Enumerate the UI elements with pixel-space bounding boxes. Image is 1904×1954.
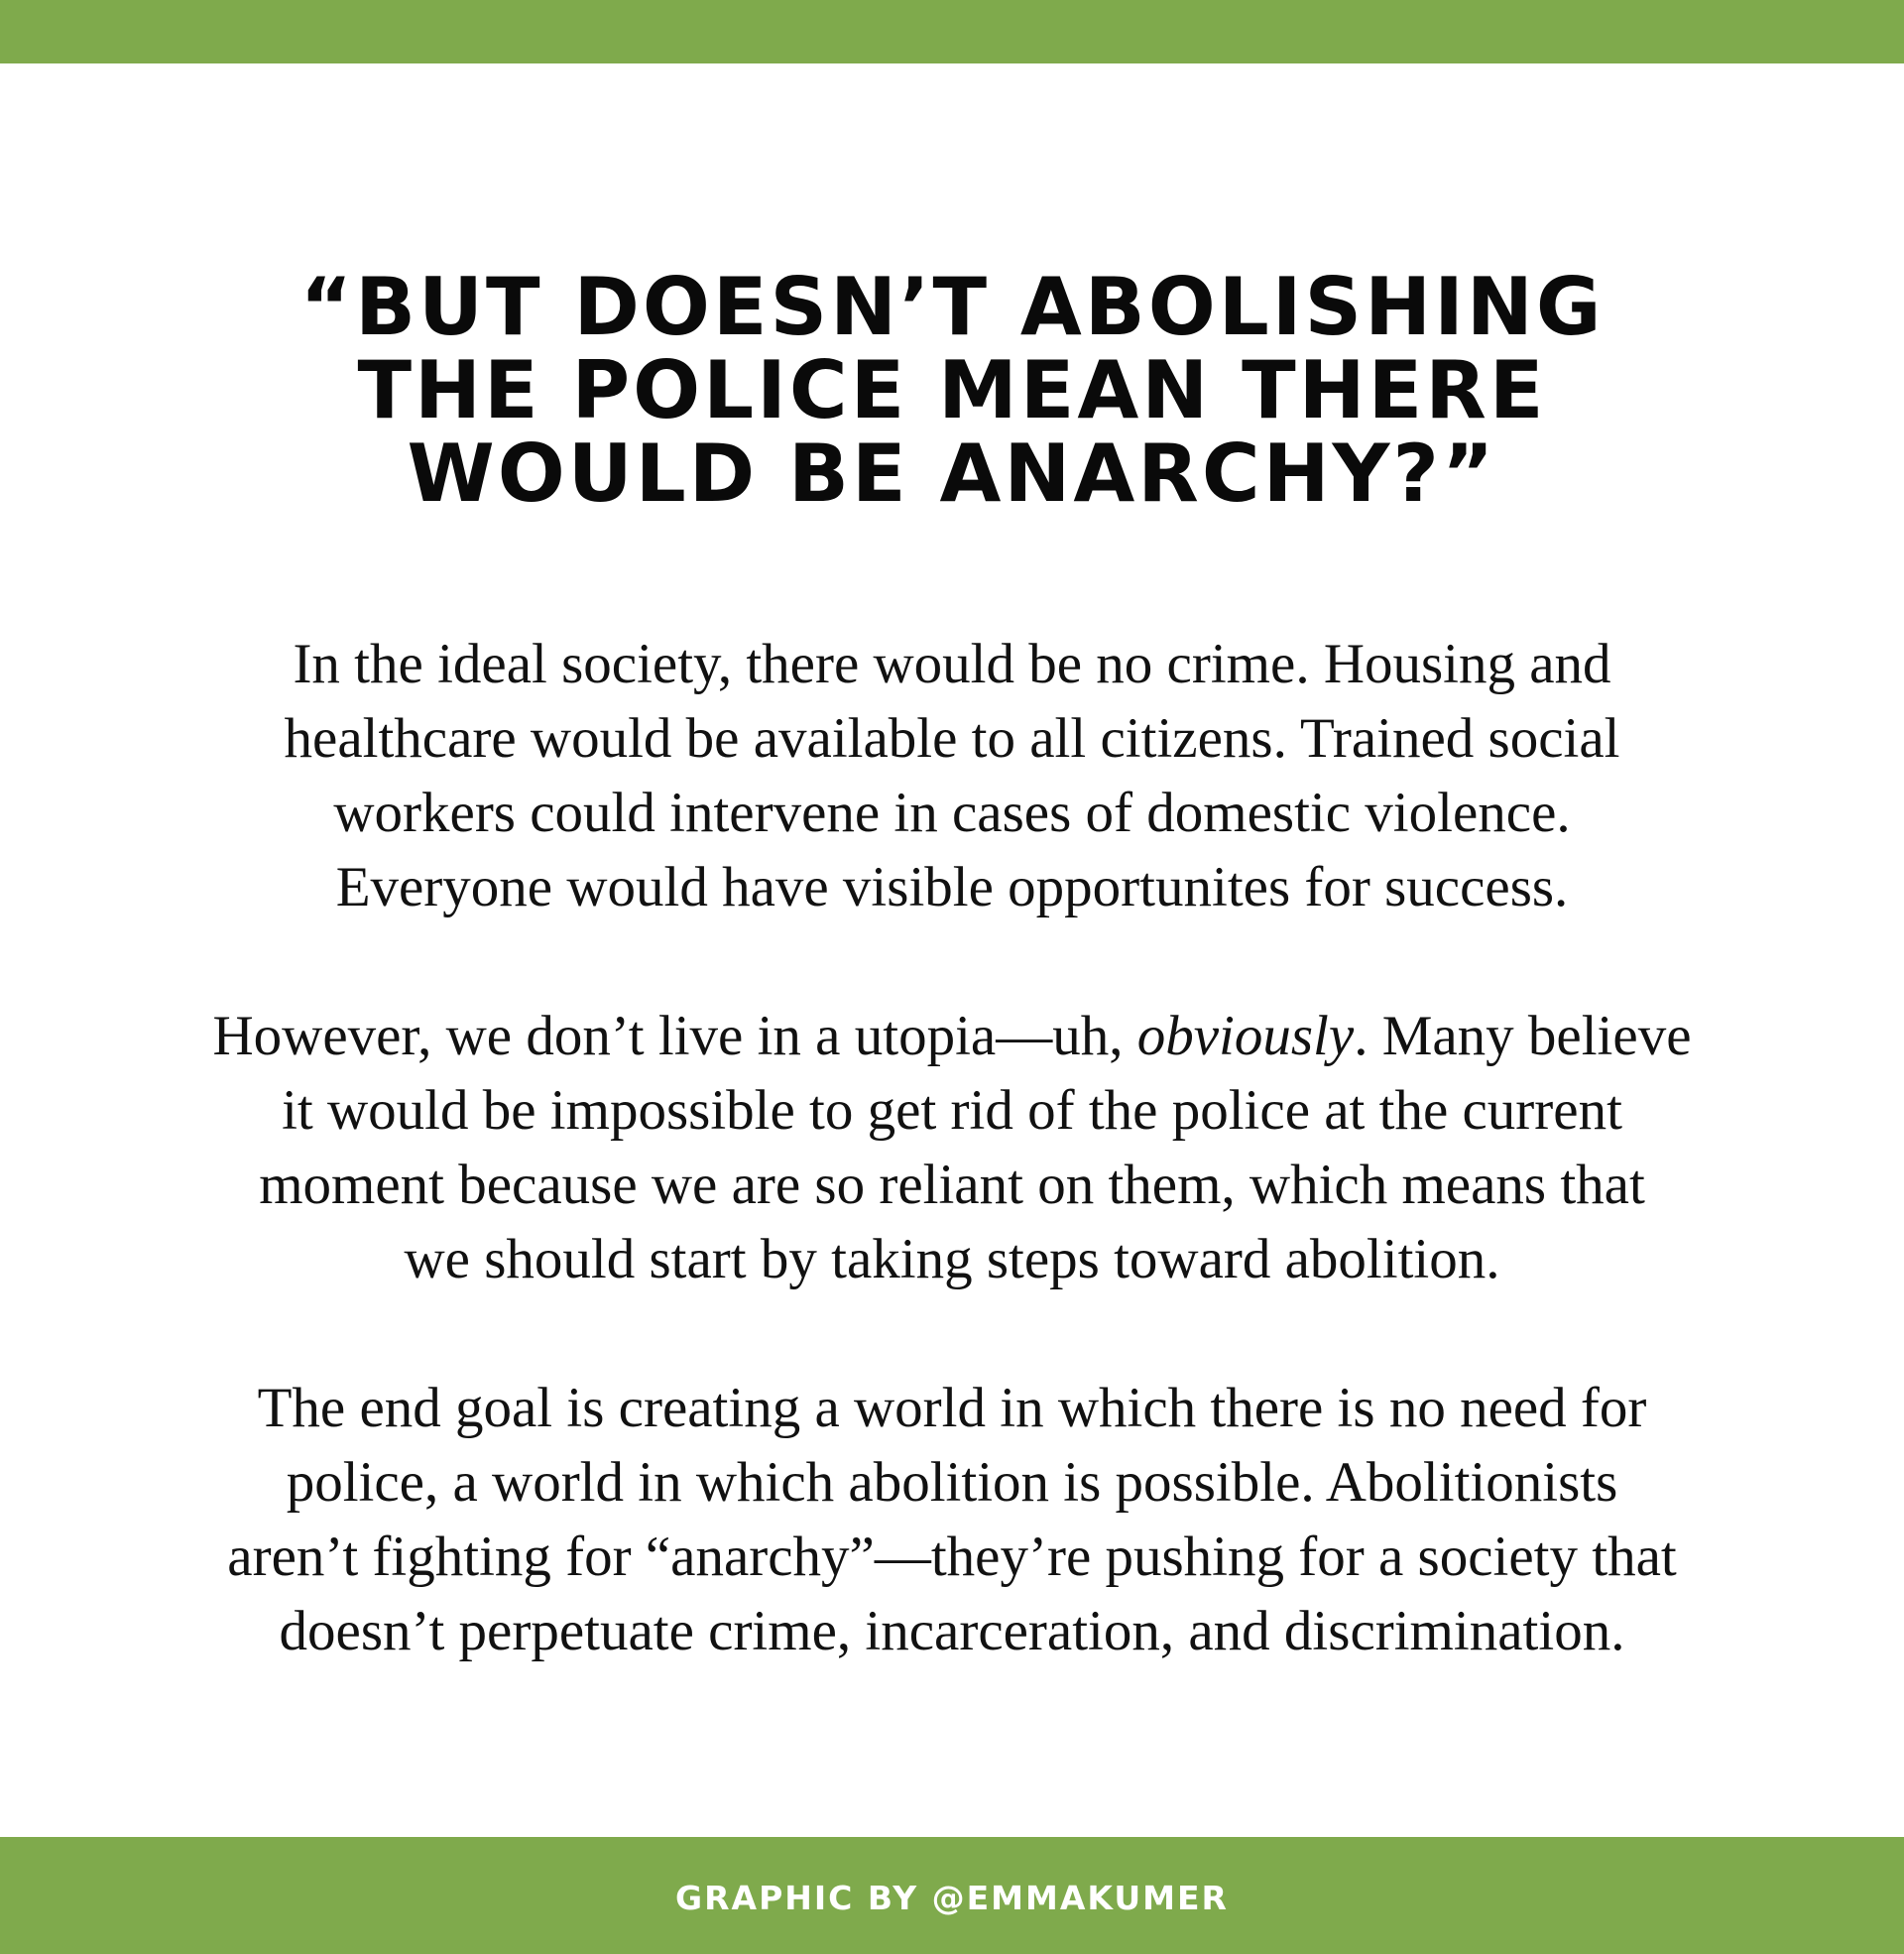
- top-accent-bar: [0, 0, 1904, 63]
- paragraph-line: Everyone would have visible opportunites for success.: [335, 856, 1569, 918]
- paragraph-line: [119, 999, 1785, 1073]
- paragraph-line: police, a world in which abolition is possible. Abolitionists: [286, 1451, 1618, 1514]
- footer-bar: [0, 1837, 1904, 1954]
- paragraph-ideal-society: [119, 627, 1785, 924]
- line-text: However, we don’t live in a utopia—uh,: [212, 1005, 1137, 1067]
- paragraph-line: healthcare would be available to all citizens. Trained social: [284, 707, 1620, 770]
- graphic-credit: GRAPHIC BY @EMMAKUMER: [675, 1879, 1229, 1917]
- paragraph-utopia: [119, 999, 1785, 1296]
- paragraph-line: it would be impossible to get rid of the police at the current: [282, 1079, 1622, 1142]
- headline: [159, 261, 1745, 520]
- paragraph-end-goal: [119, 1371, 1785, 1668]
- headline-line: THE POLICE MEAN THERE: [357, 344, 1547, 436]
- paragraph-line: In the ideal society, there would be no crime. Housing and: [293, 633, 1611, 695]
- paragraph-line: we should start by taking steps toward abolition.: [404, 1228, 1500, 1290]
- paragraph-line: moment because we are so reliant on them, which means that: [259, 1154, 1645, 1216]
- paragraph-line: workers could intervene in cases of domestic violence.: [333, 782, 1571, 844]
- paragraph-line: The end goal is creating a world in which there is no need for: [257, 1377, 1647, 1439]
- body-copy: [119, 627, 1785, 1668]
- paragraph-line: doesn’t perpetuate crime, incarceration, and discrimination.: [279, 1600, 1625, 1662]
- headline-line: “BUT DOESN’T ABOLISHING: [299, 261, 1605, 353]
- headline-line: WOULD BE ANARCHY?”: [407, 427, 1497, 520]
- line-text: . Many believe: [1354, 1005, 1692, 1067]
- paragraph-line: aren’t fighting for “anarchy”—they’re pushing for a society that: [227, 1526, 1677, 1588]
- emphasis-text: obviously: [1136, 1005, 1355, 1067]
